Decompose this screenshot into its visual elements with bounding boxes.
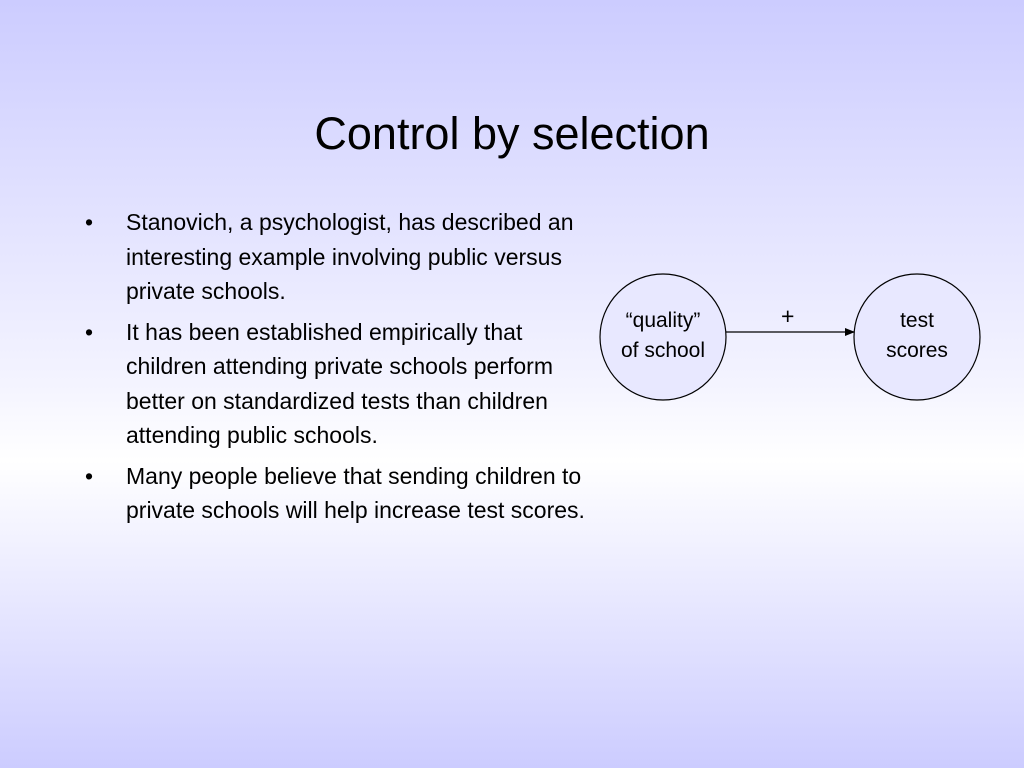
bullet-text: Many people believe that sending children to private schools will help increase test scores. bbox=[126, 462, 585, 523]
node-quality-label bbox=[603, 306, 723, 366]
bullet-marker: • bbox=[85, 318, 94, 345]
bullet-text: It has been established empirically that children attending private schools perform better on standardized tests than children attending public schools. bbox=[126, 318, 554, 448]
node-quality-line2: of school bbox=[620, 339, 706, 362]
node-scores-label bbox=[857, 306, 977, 366]
bullet-marker: • bbox=[85, 209, 94, 235]
bullet-marker: • bbox=[85, 462, 94, 489]
bullet-text: Stanovich, a psychologist, has described an interesting example involving public versus private schools. bbox=[126, 209, 574, 304]
node-scores-line1: test bbox=[900, 309, 934, 332]
edge-label-plus: + bbox=[781, 303, 795, 329]
node-quality-line1: “quality” bbox=[625, 309, 701, 332]
node-scores-line2: scores bbox=[886, 339, 948, 362]
slide-title: Control by selection bbox=[314, 108, 710, 159]
